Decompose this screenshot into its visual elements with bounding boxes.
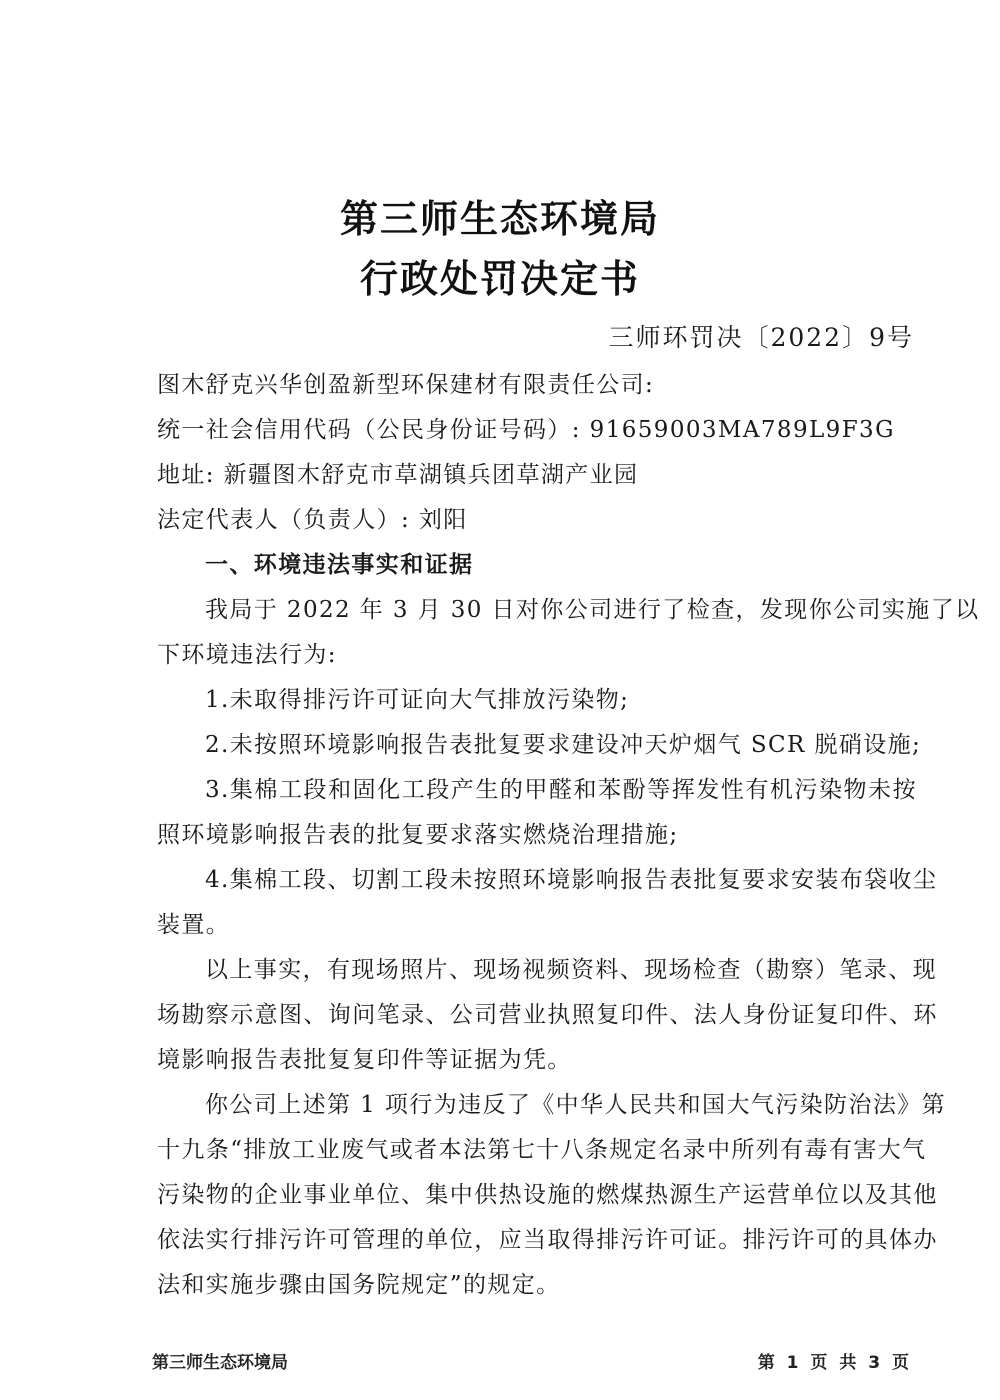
- footer-issuer: 第三师生态环境局: [152, 1353, 288, 1373]
- recipient-line: 图木舒克兴华创盈新型环保建材有限责任公司:: [157, 372, 655, 398]
- document-title-agency: 第三师生态环境局: [339, 197, 660, 241]
- law-citation-line-5: 法和实施步骤由国务院规定”的规定。: [157, 1272, 561, 1298]
- law-citation-line-4: 依法实行排污许可管理的单位，应当取得排污许可证。排污许可的具体办: [157, 1227, 938, 1253]
- law-citation-line-1: 你公司上述第 1 项行为违反了《中华人民共和国大气污染防治法》第: [205, 1092, 947, 1118]
- law-citation-line-2: 十九条“排放工业废气或者本法第七十八条规定名录中所列有毒有害大气: [157, 1137, 927, 1163]
- credit-code-line: 统一社会信用代码（公民身份证号码）: 91659003MA789L9F3G: [157, 417, 895, 443]
- evidence-line-1: 以上事实，有现场照片、现场视频资料、现场检查（勘察）笔录、现: [205, 957, 937, 983]
- violation-item-3-line-2: 照环境影响报告表的批复要求落实燃烧治理措施;: [157, 822, 679, 848]
- paragraph-inspection-line-2: 下环境违法行为:: [157, 642, 337, 668]
- violation-item-2: 2.未按照环境影响报告表批复要求建设冲天炉烟气 SCR 脱硝设施;: [205, 732, 922, 758]
- violation-item-1: 1.未取得排污许可证向大气排放污染物;: [205, 687, 630, 713]
- violation-item-4-line-2: 装置。: [157, 912, 231, 938]
- address-line: 地址: 新疆图木舒克市草湖镇兵团草湖产业园: [157, 462, 639, 488]
- document-number: 三师环罚决〔2022〕9号: [608, 323, 914, 352]
- footer-page-number: 第 1 页 共 3 页: [757, 1353, 912, 1373]
- evidence-line-2: 场勘察示意图、询问笔录、公司营业执照复印件、法人身份证复印件、环: [157, 1002, 938, 1028]
- evidence-line-3: 境影响报告表批复复印件等证据为凭。: [157, 1047, 572, 1073]
- law-citation-line-3: 污染物的企业事业单位、集中供热设施的燃煤热源生产运营单位以及其他: [157, 1182, 938, 1208]
- legal-representative-line: 法定代表人（负责人）: 刘阳: [157, 507, 468, 533]
- section-heading-facts: 一、环境违法事实和证据: [205, 552, 474, 578]
- paragraph-inspection-line-1: 我局于 2022 年 3 月 30 日对你公司进行了检查，发现你公司实施了以: [205, 597, 980, 623]
- document-title-type: 行政处罚决定书: [359, 257, 640, 301]
- violation-item-4-line-1: 4.集棉工段、切割工段未按照环境影响报告表批复要求安装布袋收尘: [205, 867, 938, 893]
- violation-item-3-line-1: 3.集棉工段和固化工段产生的甲醛和苯酚等挥发性有机污染物未按: [205, 777, 917, 803]
